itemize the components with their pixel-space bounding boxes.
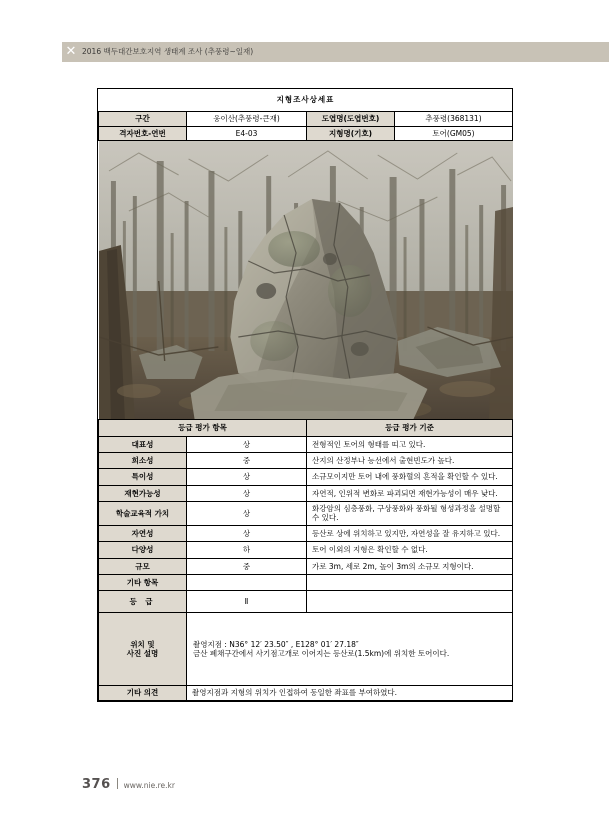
location-label-line2: 사진 설명 (126, 649, 159, 659)
label-landform-name: 지형명(기호) (307, 126, 395, 140)
footer-divider (117, 778, 118, 789)
location-row (99, 613, 513, 686)
eval-item-desc: 등산로 상에 위치하고 있지만, 자연성을 잘 유지하고 있다. (307, 525, 513, 541)
eval-item-desc: 자연적, 인위적 변화로 파괴되면 재현가능성이 매우 낮다. (307, 485, 513, 501)
final-grade-desc (307, 591, 513, 613)
eval-item-label: 대표성 (99, 436, 187, 452)
page-title: 지형조사상세표 (99, 89, 513, 112)
footer-url: www.nie.re.kr (123, 781, 175, 790)
location-coordinates: 촬영지점 : N36° 12′ 23.50″ , E128° 01′ 27.18″ (193, 639, 359, 649)
eval-item-grade: 상 (187, 436, 307, 452)
eval-item-label: 규모 (99, 558, 187, 574)
final-grade-label: 등 급 (99, 591, 187, 613)
opinion-text: 촬영지점과 지형의 위치가 인접하여 동일한 좌표를 부여하였다. (187, 686, 513, 701)
survey-sheet (97, 88, 513, 702)
eval-item-desc: 전형적인 토어의 형태를 띠고 있다. (307, 436, 513, 452)
value-grid-number: E4-03 (187, 126, 307, 140)
eval-item-desc: 화강암의 심층풍화, 구상풍화와 풍화될 형성과정을 설명할 수 있다. (307, 502, 513, 526)
location-label-line1: 위치 및 (130, 639, 155, 649)
eval-row (99, 558, 513, 574)
eval-header-row (99, 420, 513, 436)
eval-item-label: 다양성 (99, 542, 187, 558)
eval-header-criteria: 등급 평가 기준 (307, 420, 513, 436)
label-section: 구간 (99, 112, 187, 126)
eval-item-label: 특이성 (99, 469, 187, 485)
info-row-2 (99, 126, 513, 140)
info-row-1 (99, 112, 513, 126)
eval-row (99, 469, 513, 485)
eval-item-desc: 소규모이지만 토어 내에 풍화혈의 흔적을 확인할 수 있다. (307, 469, 513, 485)
eval-item-grade: 중 (187, 452, 307, 468)
eval-item-desc: 토어 이외의 지형은 확인할 수 없다. (307, 542, 513, 558)
final-grade-row (99, 591, 513, 613)
eval-item-grade: 하 (187, 542, 307, 558)
eval-item-desc (307, 574, 513, 590)
label-mapsheet: 도엽명(도엽번호) (307, 112, 395, 126)
eval-item-label: 학술교육적 가치 (99, 502, 187, 526)
eval-item-grade: 상 (187, 485, 307, 501)
final-grade-value: Ⅱ (187, 591, 307, 613)
eval-item-grade: 상 (187, 525, 307, 541)
opinion-label: 기타 의견 (99, 686, 187, 701)
eval-row (99, 525, 513, 541)
eval-row (99, 485, 513, 501)
eval-row (99, 502, 513, 526)
header-title: 2016 백두대간보호지역 생태계 조사 (추풍령~일재) (82, 47, 254, 56)
page-footer (82, 777, 175, 792)
location-description: 금산 폐채구간에서 사기점고개로 이어지는 등산로(1.5km)에 위치한 토어이다. (193, 649, 450, 659)
survey-photo (99, 141, 513, 419)
survey-table (98, 89, 513, 701)
location-body (187, 613, 513, 686)
sheet-title-row (99, 89, 513, 112)
label-grid-number: 격자번호-연번 (99, 126, 187, 140)
x-mark-icon: ✕ (65, 44, 77, 59)
header-left-margin (0, 42, 62, 62)
eval-item-label: 재현가능성 (99, 485, 187, 501)
eval-item-label: 기타 항목 (99, 574, 187, 590)
eval-item-label: 희소성 (99, 452, 187, 468)
opinion-row (99, 686, 513, 701)
eval-row (99, 452, 513, 468)
value-section: 웅이산(추풍령-큰재) (187, 112, 307, 126)
value-landform-name: 토어(GM05) (395, 126, 513, 140)
photo-cell (99, 141, 513, 420)
photo-illustration (99, 141, 513, 419)
eval-item-grade (187, 574, 307, 590)
eval-row (99, 542, 513, 558)
eval-item-grade: 상 (187, 502, 307, 526)
eval-item-desc: 가로 3m, 세로 2m, 높이 3m의 소규모 지형이다. (307, 558, 513, 574)
eval-item-label: 자연성 (99, 525, 187, 541)
eval-item-desc: 산지의 산정부나 능선에서 출현빈도가 높다. (307, 452, 513, 468)
page-number: 376 (82, 777, 111, 792)
eval-item-grade: 상 (187, 469, 307, 485)
eval-row (99, 574, 513, 590)
eval-header-item: 등급 평가 항목 (99, 420, 307, 436)
location-label (99, 613, 187, 686)
value-mapsheet: 추풍령(368131) (395, 112, 513, 126)
eval-item-grade: 중 (187, 558, 307, 574)
eval-row (99, 436, 513, 452)
photo-row (99, 141, 513, 420)
